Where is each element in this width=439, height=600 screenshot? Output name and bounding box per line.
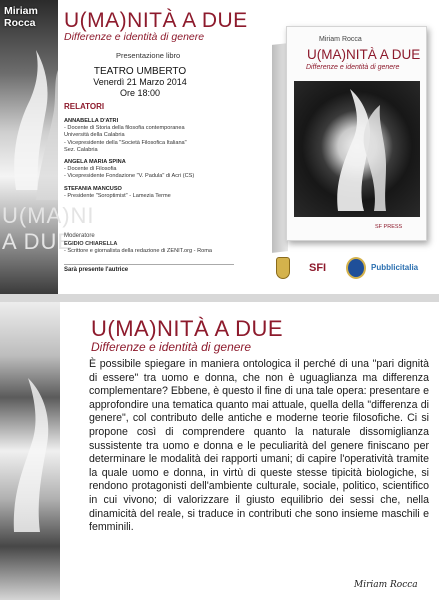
speaker-role: - Docente di Storia della filosofia contemporanea (64, 125, 185, 132)
hands-illustration (6, 40, 58, 200)
speaker-name: ANGELA MARIA SPINA (64, 159, 126, 166)
event-subtitle: Differenze e identità di genere (64, 31, 205, 43)
moderator (64, 241, 244, 255)
author-presence-note: Sarà presente l'autrice (64, 267, 129, 273)
panel-separator (0, 294, 439, 302)
city-crest-logo (276, 257, 290, 279)
moderator-heading: Moderatore (64, 233, 95, 239)
speaker-item (64, 118, 234, 154)
event-flyer (0, 0, 439, 294)
divider (64, 264, 234, 265)
speaker-role: - Presidente "Soroptimist" - Lamezia Terme (64, 192, 171, 199)
author-signature: Miriam Rocca (354, 580, 418, 590)
hands-illustration (6, 372, 58, 532)
book-title: U(MA)NITÀ A DUE (307, 47, 421, 62)
speaker-role: - Vicepresidente Fondazione "V. Padula" di Acri (CS) (64, 173, 195, 180)
book-cover (286, 26, 427, 241)
event-details (64, 66, 216, 99)
speaker-name: ANNABELLA D'ATRI (64, 118, 119, 124)
synopsis-subtitle: Differenze e identità di genere (91, 340, 252, 354)
seal-logo (346, 257, 366, 279)
hands-cover-illustration (294, 81, 420, 217)
book-author: Miriam Rocca (319, 36, 362, 43)
book-synopsis (0, 302, 439, 600)
speaker-item (64, 186, 234, 200)
event-title: U(MA)NITÀ A DUE (64, 9, 248, 32)
event-time: Ore 18:00 (119, 88, 161, 98)
moderator-role: - Scrittore e giornalista della redazione di ZENIT.org - Roma (64, 248, 212, 255)
book-publisher: SF PRESS (375, 224, 403, 230)
book-cover-image (294, 81, 420, 217)
speaker-item (64, 159, 234, 181)
synopsis-text: È possibile spiegare in maniera ontologica il perché di una "pari dignità di essere" tra uomo e donna, che non è uguaglianza ma differenza complementare? Ebbene, è questo il fine di una tale opera: presentare e approfondire una tematica quanto mai attuale, quella della "differenza di genere", col contributo delle antiche e moderne teorie filosofiche. Ci si propone così di comprendere quanto la naturale dissomiglianza sussistente tra uomo e donna e le peculiarità del genere finiscano per determinare le modalità dei rapporti umani; di capire l'operatività tramite la quale uomo e donna, in virtù di queste stesse tipicità biologiche, si rendono protagonisti dell'ambiente culturale, sociale, politico, scientifico in cui vivono; di valorizzare il giusto equilibrio dei sessi che, nella dinamicità del reale, si traduce in contributi che sono insieme maschili e femminili. (89, 358, 429, 534)
event-date: Venerdì 21 Marzo 2014 (93, 77, 187, 87)
hands-photo (0, 302, 60, 600)
speaker-name: STEFANIA MANCUSO (64, 185, 122, 192)
venue-name: TEATRO UMBERTO (93, 66, 187, 77)
presentation-label: Presentazione libro (116, 51, 181, 60)
book-subtitle: Differenze e identità di genere (306, 64, 400, 71)
ghost-title: U(MA)NI A DUE (2, 203, 95, 254)
speakers-heading: RELATORI (64, 102, 105, 111)
sponsor-logos (276, 257, 436, 283)
synopsis-title: U(MA)NITÀ A DUE (91, 316, 284, 341)
sfi-logo: SFI (309, 262, 327, 274)
speaker-role: - Docente di Filosofia (64, 166, 117, 173)
speaker-role: - Vicepresidente della "Società Filosofica Italiana" (64, 139, 187, 146)
author-name: Miriam Rocca (4, 5, 38, 29)
moderator-name: EGIDIO CHIARELLA (64, 241, 118, 247)
pubblicitalia-logo: Pubblicitalia (371, 263, 419, 272)
speaker-role: Università della Calabria (64, 132, 125, 139)
speaker-role: Sez. Calabria (64, 146, 98, 153)
speakers-list (64, 118, 234, 205)
